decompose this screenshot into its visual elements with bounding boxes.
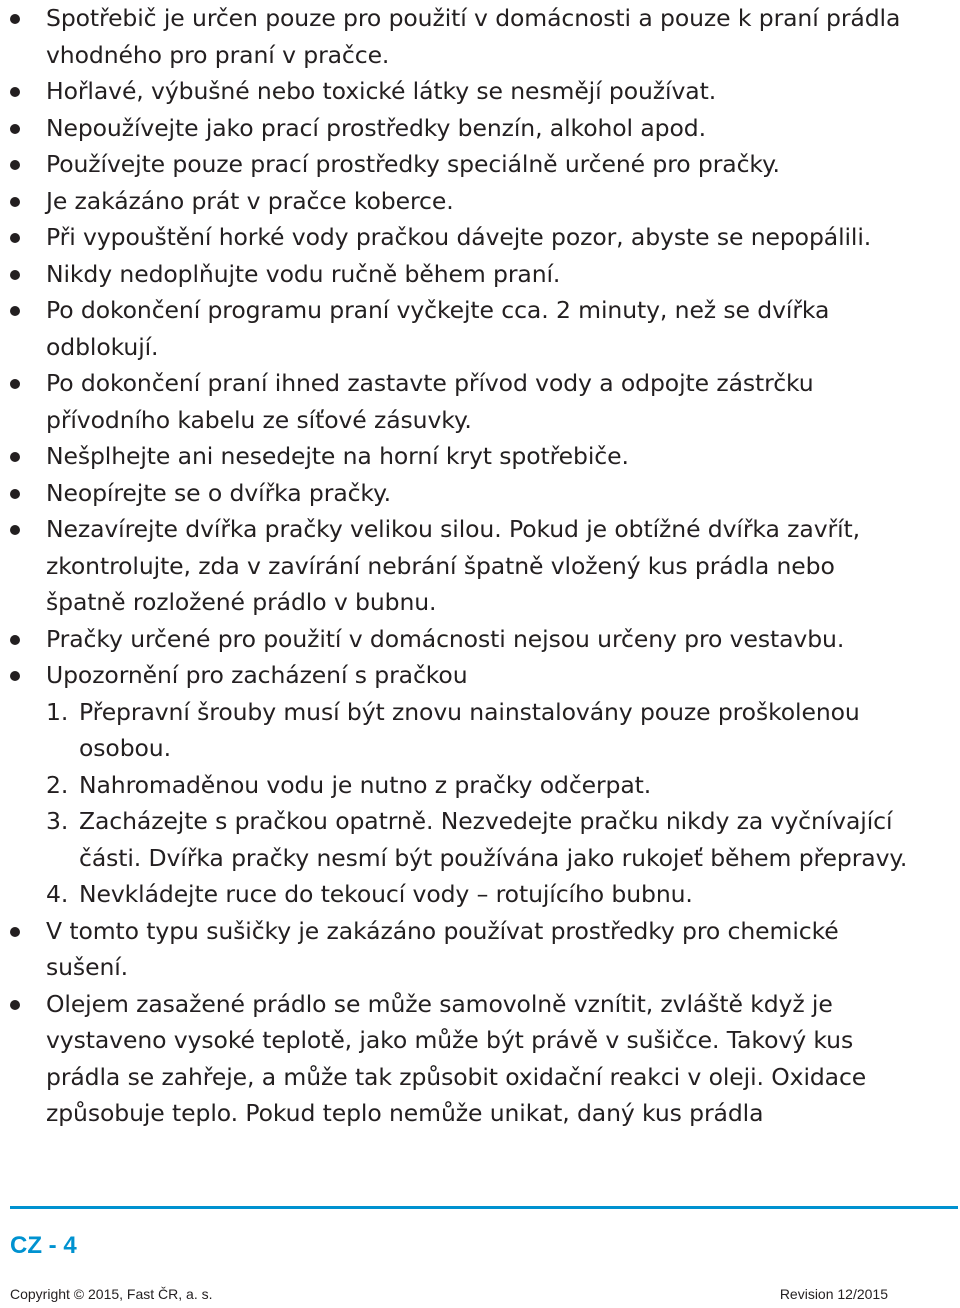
list-item <box>10 219 910 256</box>
handling-sublist <box>46 694 910 913</box>
item-text: Nepoužívejte jako prací prostředky benzín, alkohol apod. <box>46 113 706 142</box>
document-body <box>10 0 910 1132</box>
sub-item-text: Zacházejte s pračkou opatrně. Nezvedejte pračku nikdy za vyčnívající části. Dvířka pračky nesmí být používána jako rukojeť během přepravy. <box>79 807 908 872</box>
item-text: Po dokončení praní ihned zastavte přívod vody a odpojte zástrčku přívodního kabelu ze síťové zásuvky. <box>46 369 814 434</box>
safety-list <box>10 0 910 1132</box>
sub-item-text: Nahromaděnou vodu je nutno z pračky odčerpat. <box>79 770 652 799</box>
sub-list-item <box>46 803 910 876</box>
list-item <box>10 256 910 293</box>
bullet-icon <box>10 160 20 170</box>
copyright-notice: Copyright © 2015, Fast ČR, a. s. <box>10 1286 213 1302</box>
list-item <box>10 621 910 658</box>
list-item <box>10 183 910 220</box>
item-text: V tomto typu sušičky je zakázáno používat prostředky pro chemické sušení. <box>46 916 839 981</box>
sub-list-item <box>46 694 910 767</box>
revision-label: Revision 12/2015 <box>779 1286 888 1302</box>
bullet-icon <box>10 927 20 937</box>
list-item <box>10 913 910 986</box>
item-text: Nikdy nedoplňujte vodu ručně během praní. <box>46 259 561 288</box>
bullet-icon <box>10 233 20 243</box>
bullet-icon <box>10 270 20 280</box>
item-text: Používejte pouze prací prostředky speciálně určené pro pračky. <box>46 150 780 178</box>
page-number: CZ - 4 <box>10 1232 77 1259</box>
item-text: Spotřebič je určen pouze pro použití v domácnosti a pouze k praní prádla vhodného pro praní v pračce. <box>46 4 901 69</box>
bullet-icon <box>10 635 20 645</box>
bullet-icon <box>10 379 20 389</box>
item-text: Olejem zasažené prádlo se může samovolně vznítit, zvláště když je vystaveno vysoké teplotě, jako může být právě v sušičce. Takový kus prádla se zahřeje, a může tak způsobit oxidační reakci v oleji. Oxidace způsobuje teplo. Pokud teplo nemůže unikat, daný kus prádla <box>46 989 867 1127</box>
sub-list-item <box>46 876 910 913</box>
item-number: 4. <box>46 880 69 908</box>
bullet-icon <box>10 671 20 681</box>
bullet-icon <box>10 489 20 499</box>
item-number: 3. <box>46 807 69 835</box>
list-item <box>10 365 910 438</box>
list-item <box>10 73 910 110</box>
item-text: Je zakázáno prát v pračce koberce. <box>46 186 454 215</box>
item-text: Nezavírejte dvířka pračky velikou silou. Pokud je obtížné dvířka zavřít, zkontrolujte, zda v zavírání nebrání špatně vložený kus prádla nebo špatně rozložené prádlo v bubnu. <box>46 515 860 616</box>
list-item <box>10 110 910 147</box>
sub-item-text: Nevkládejte ruce do tekoucí vody – rotujícího bubnu. <box>79 880 693 908</box>
item-text: Při vypouštění horké vody pračkou dávejte pozor, abyste se nepopálili. <box>46 223 872 251</box>
bullet-icon <box>10 87 20 97</box>
bullet-icon <box>10 1000 20 1010</box>
item-number: 1. <box>46 697 69 726</box>
list-item <box>10 511 910 621</box>
sub-list-item <box>46 767 910 804</box>
list-item <box>10 438 910 475</box>
item-text: Po dokončení programu praní vyčkejte cca. 2 minuty, než se dvířka odblokují. <box>46 296 830 361</box>
footer-divider <box>10 1206 958 1209</box>
list-item <box>10 292 910 365</box>
list-item <box>10 986 910 1132</box>
list-item <box>10 0 910 73</box>
list-item <box>10 146 910 183</box>
bullet-icon <box>10 197 20 207</box>
sub-item-text: Přepravní šrouby musí být znovu nainstalovány pouze proškolenou osobou. <box>79 697 860 762</box>
bullet-icon <box>10 306 20 316</box>
bullet-icon <box>10 525 20 535</box>
list-item <box>10 475 910 512</box>
item-text: Pračky určené pro použití v domácnosti nejsou určeny pro vestavbu. <box>46 624 845 653</box>
item-text: Hořlavé, výbušné nebo toxické látky se nesmějí používat. <box>46 77 717 105</box>
item-text: Nešplhejte ani nesedejte na horní kryt spotřebiče. <box>46 442 629 470</box>
item-text: Upozornění pro zacházení s pračkou <box>46 661 468 689</box>
bullet-icon <box>10 14 20 24</box>
bullet-icon <box>10 124 20 134</box>
bullet-icon <box>10 452 20 462</box>
list-item <box>10 657 910 913</box>
item-number: 2. <box>46 770 69 799</box>
item-text: Neopírejte se o dvířka pračky. <box>46 478 391 507</box>
